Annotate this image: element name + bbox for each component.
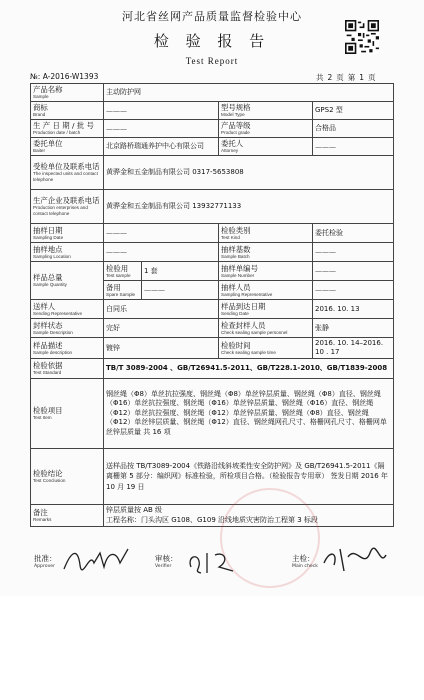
table-row: 检验结论 Test Conclusion 送样品按 TB/T3089-2004《铁路沿线斜坡柔性安全防护网》及 GB/T26941.5-2011《隔离栅第 5 部分：编织网》标准检验，所检项目合格。（检验报告专用章） 签发日期 2016 年 10 月 19 日 xyxy=(31,449,394,505)
table-row: 检验项目 Test Item 钢丝绳（Φ8）单丝抗拉强度、钢丝绳（Φ8）单丝锌层质量、钢丝绳（Φ8）直径、钢丝绳（Φ16）单丝抗拉强度、钢丝绳（Φ16）单丝锌层质量、钢丝绳（Φ16）直径、钢丝绳（Φ12）单丝抗拉强度、钢丝绳（Φ12）单丝锌层质量、钢丝绳（Φ8）直径、钢丝绳（Φ12）单丝锌层质量、钢丝绳（Φ12）直径、钢丝绳网孔尺寸、格栅网孔尺寸、格栅网单丝锌层质量 共 16 项 xyxy=(31,379,394,449)
table-row: 备注 Remarks 锌层质量按 AB 级 工程名称：门头沟区 G108、G109 沿线地质灾害防治工程第 3 标段 xyxy=(31,505,394,527)
table-row: 样品总量 Sample Quantity 检验用 Test sample 1 套 抽样单编号 Sample Number ——— xyxy=(31,262,394,281)
sample-name-value: 主动防护网 xyxy=(104,84,394,102)
report-table xyxy=(30,83,394,527)
report-title: 检 验 报 告 xyxy=(153,32,271,50)
verifier-signature xyxy=(185,547,245,577)
table-row: 受检单位及联系电话 The inspected units and contact telephone 黄骅金和五金制品有限公司 0317-5653808 xyxy=(31,156,394,190)
main-check-signature xyxy=(320,543,390,577)
table-row: 检验依据 Test Standard TB/T 3089-2004 、GB/T26941.5-2011、GB/T228.1-2010、GB/T1839-2008 xyxy=(31,359,394,379)
table-row: 样品描述 Sample description 镀锌 检验时间 Check sealing sample time 2016. 10. 14–2016. 10 . 17 xyxy=(31,338,394,359)
page-indicator: 共 2 页 第 1 页 xyxy=(316,73,376,82)
report-number: №: A-2016-W1393 xyxy=(30,72,99,81)
approver-signature xyxy=(60,545,132,575)
table-row: 委托单位 Baiter 北京路桥瑞通养护中心有限公司 委托人 Attorney ——— xyxy=(31,138,394,156)
table-row: 封样状态 Sample Description 完好 检查封样人员 Check sealing sample personnel 张静 xyxy=(31,319,394,338)
table-row: 送样人 Sending Representative 白同乐 样品到达日期 Sending Date 2016. 10. 13 xyxy=(31,300,394,319)
signature-row: 批准： Approver 审核： Verifier 主检： Main check xyxy=(30,551,393,593)
approver-label: 批准： xyxy=(34,554,57,563)
org-name: 河北省丝网产品质量监督检验中心 xyxy=(122,10,302,23)
main-check-label: 主检： xyxy=(292,554,315,563)
table-row: 产品名称 Sample 主动防护网 xyxy=(31,84,394,102)
qr-code-icon xyxy=(345,20,379,54)
table-row: 抽样日期 Sampling Date ——— 检验类别 Test Kind 委托检验 xyxy=(31,224,394,243)
table-row: 抽样地点 Sampling Location ——— 抽样基数 Sample Batch ——— xyxy=(31,243,394,262)
verifier-label: 审核： xyxy=(155,554,178,563)
report-title-en: Test Report xyxy=(185,56,239,66)
table-row: 生 产 日 期 / 批 号 Production date / batch ——— 产品等级 Product grade 合格品 xyxy=(31,120,394,138)
table-row: 商标 Brand ——— 型号规格 Model Type GPS2 型 xyxy=(31,102,394,120)
table-row: 备用 Spare Sample ——— 抽样人员 Sampling Representative ——— xyxy=(31,281,394,300)
table-row: 生产企业及联系电话 Production enterprises and contact telephone 黄骅金和五金制品有限公司 13932771133 xyxy=(31,190,394,224)
